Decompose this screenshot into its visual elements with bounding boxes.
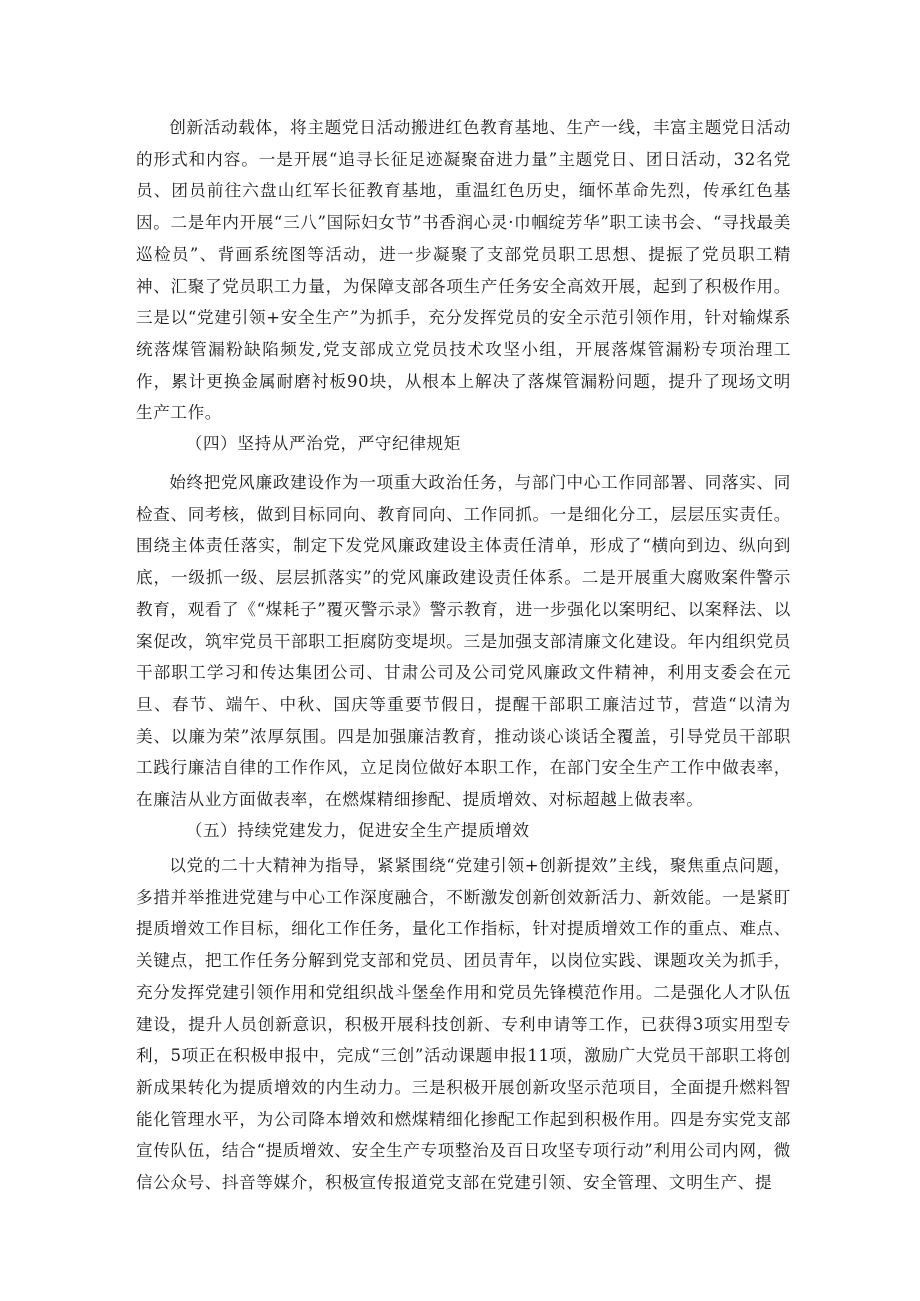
body-paragraph: 创新活动载体，将主题党日活动搬进红色教育基地、生产一线，丰富主题党日活动的形式和内容。一是开展“追寻长征足迹凝聚奋进力量”主题党日、团日活动，32名党员、团员前往六盘山红军长征教育基地，重温红色历史，缅怀革命先烈，传承红色基因。二是年内开展“三八”国际妇女节”书香润心灵·巾帼绽芳华”职工读书会、“寻找最美巡检员”、背画系统图等活动，进一步凝聚了支部党员职工思想、提振了党员职工精神、汇聚了党员职工力量，为保障支部各项生产任务安全高效开展，起到了积极作用。三是以“党建引领+安全生产”为抓手，充分发挥党员的安全示范引领作用，针对输煤系统落煤管漏粉缺陷频发,党支部成立党员技术攻坚小组，开展落煤管漏粉专项治理工作，累计更换金属耐磨衬板90块，从根本上解决了落煤管漏粉问题，提升了现场文明生产工作。 [136,118,791,423]
body-paragraph: 以党的二十大精神为指导，紧紧围绕“党建引领+创新提效”主线，聚焦重点问题，多措并举推进党建与中心工作深度融合，不断激发创新创效新活力、新效能。一是紧盯提质增效工作目标，细化工作任务，量化工作指标，针对提质增效工作的重点、难点、关键点，把工作任务分解到党支部和党员、团员青年，以岗位实践、课题攻关为抓手，充分发挥党建引领作用和党组织战斗堡垒作用和党员先锋模范作用。二是强化人才队伍建设，提升人员创新意识，积极开展科技创新、专利申请等工作，已获得3项实用型专利，5项正在积极申报中，完成“三创”活动课题申报11项，激励广大党员干部职工将创新成果转化为提质增效的内生动力。三是积极开展创新攻坚示范项目，全面提升燃料智能化管理水平，为公司降本增效和燃煤精细化掺配工作起到积极作用。四是夯实党支部宣传队伍，结合“提质增效、安全生产专项整治及百日攻坚专项行动”利用公司内网，微信公众号、抖音等媒介，积极宣传报道党支部在党建引领、安全管理、文明生产、提 [136,856,791,1193]
section-heading: （五）持续党建发力，促进安全生产提质增效 [185,821,530,840]
section-heading: （四）坚持从严治党，严守纪律规矩 [185,434,461,453]
body-paragraph: 始终把党风廉政建设作为一项重大政治任务，与部门中心工作同部署、同落实、同检查、同考核，做到目标同向、教育同向、工作同抓。一是细化分工，层层压实责任。围绕主体责任落实，制定下发党风廉政建设主体责任清单，形成了“横向到边、纵向到底，一级抓一级、层层抓落实”的党风廉政建设责任体系。二是开展重大腐败案件警示教育，观看了《“煤耗子”覆灭警示录》警示教育，进一步强化以案明纪、以案释法、以案促改，筑牢党员干部职工拒腐防变堤坝。三是加强支部清廉文化建设。年内组织党员干部职工学习和传达集团公司、甘肃公司及公司党风廉政文件精神，利用支委会在元旦、春节、端午、中秋、国庆等重要节假日，提醒干部职工廉洁过节，营造“以清为美、以廉为荣”浓厚氛围。四是加强廉洁教育，推动谈心谈话全覆盖，引导党员干部职工践行廉洁自律的工作作风，立足岗位做好本职工作，在部门安全生产工作中做表率，在廉洁从业方面做表率，在燃煤精细掺配、提质增效、对标超越上做表率。 [136,473,791,810]
